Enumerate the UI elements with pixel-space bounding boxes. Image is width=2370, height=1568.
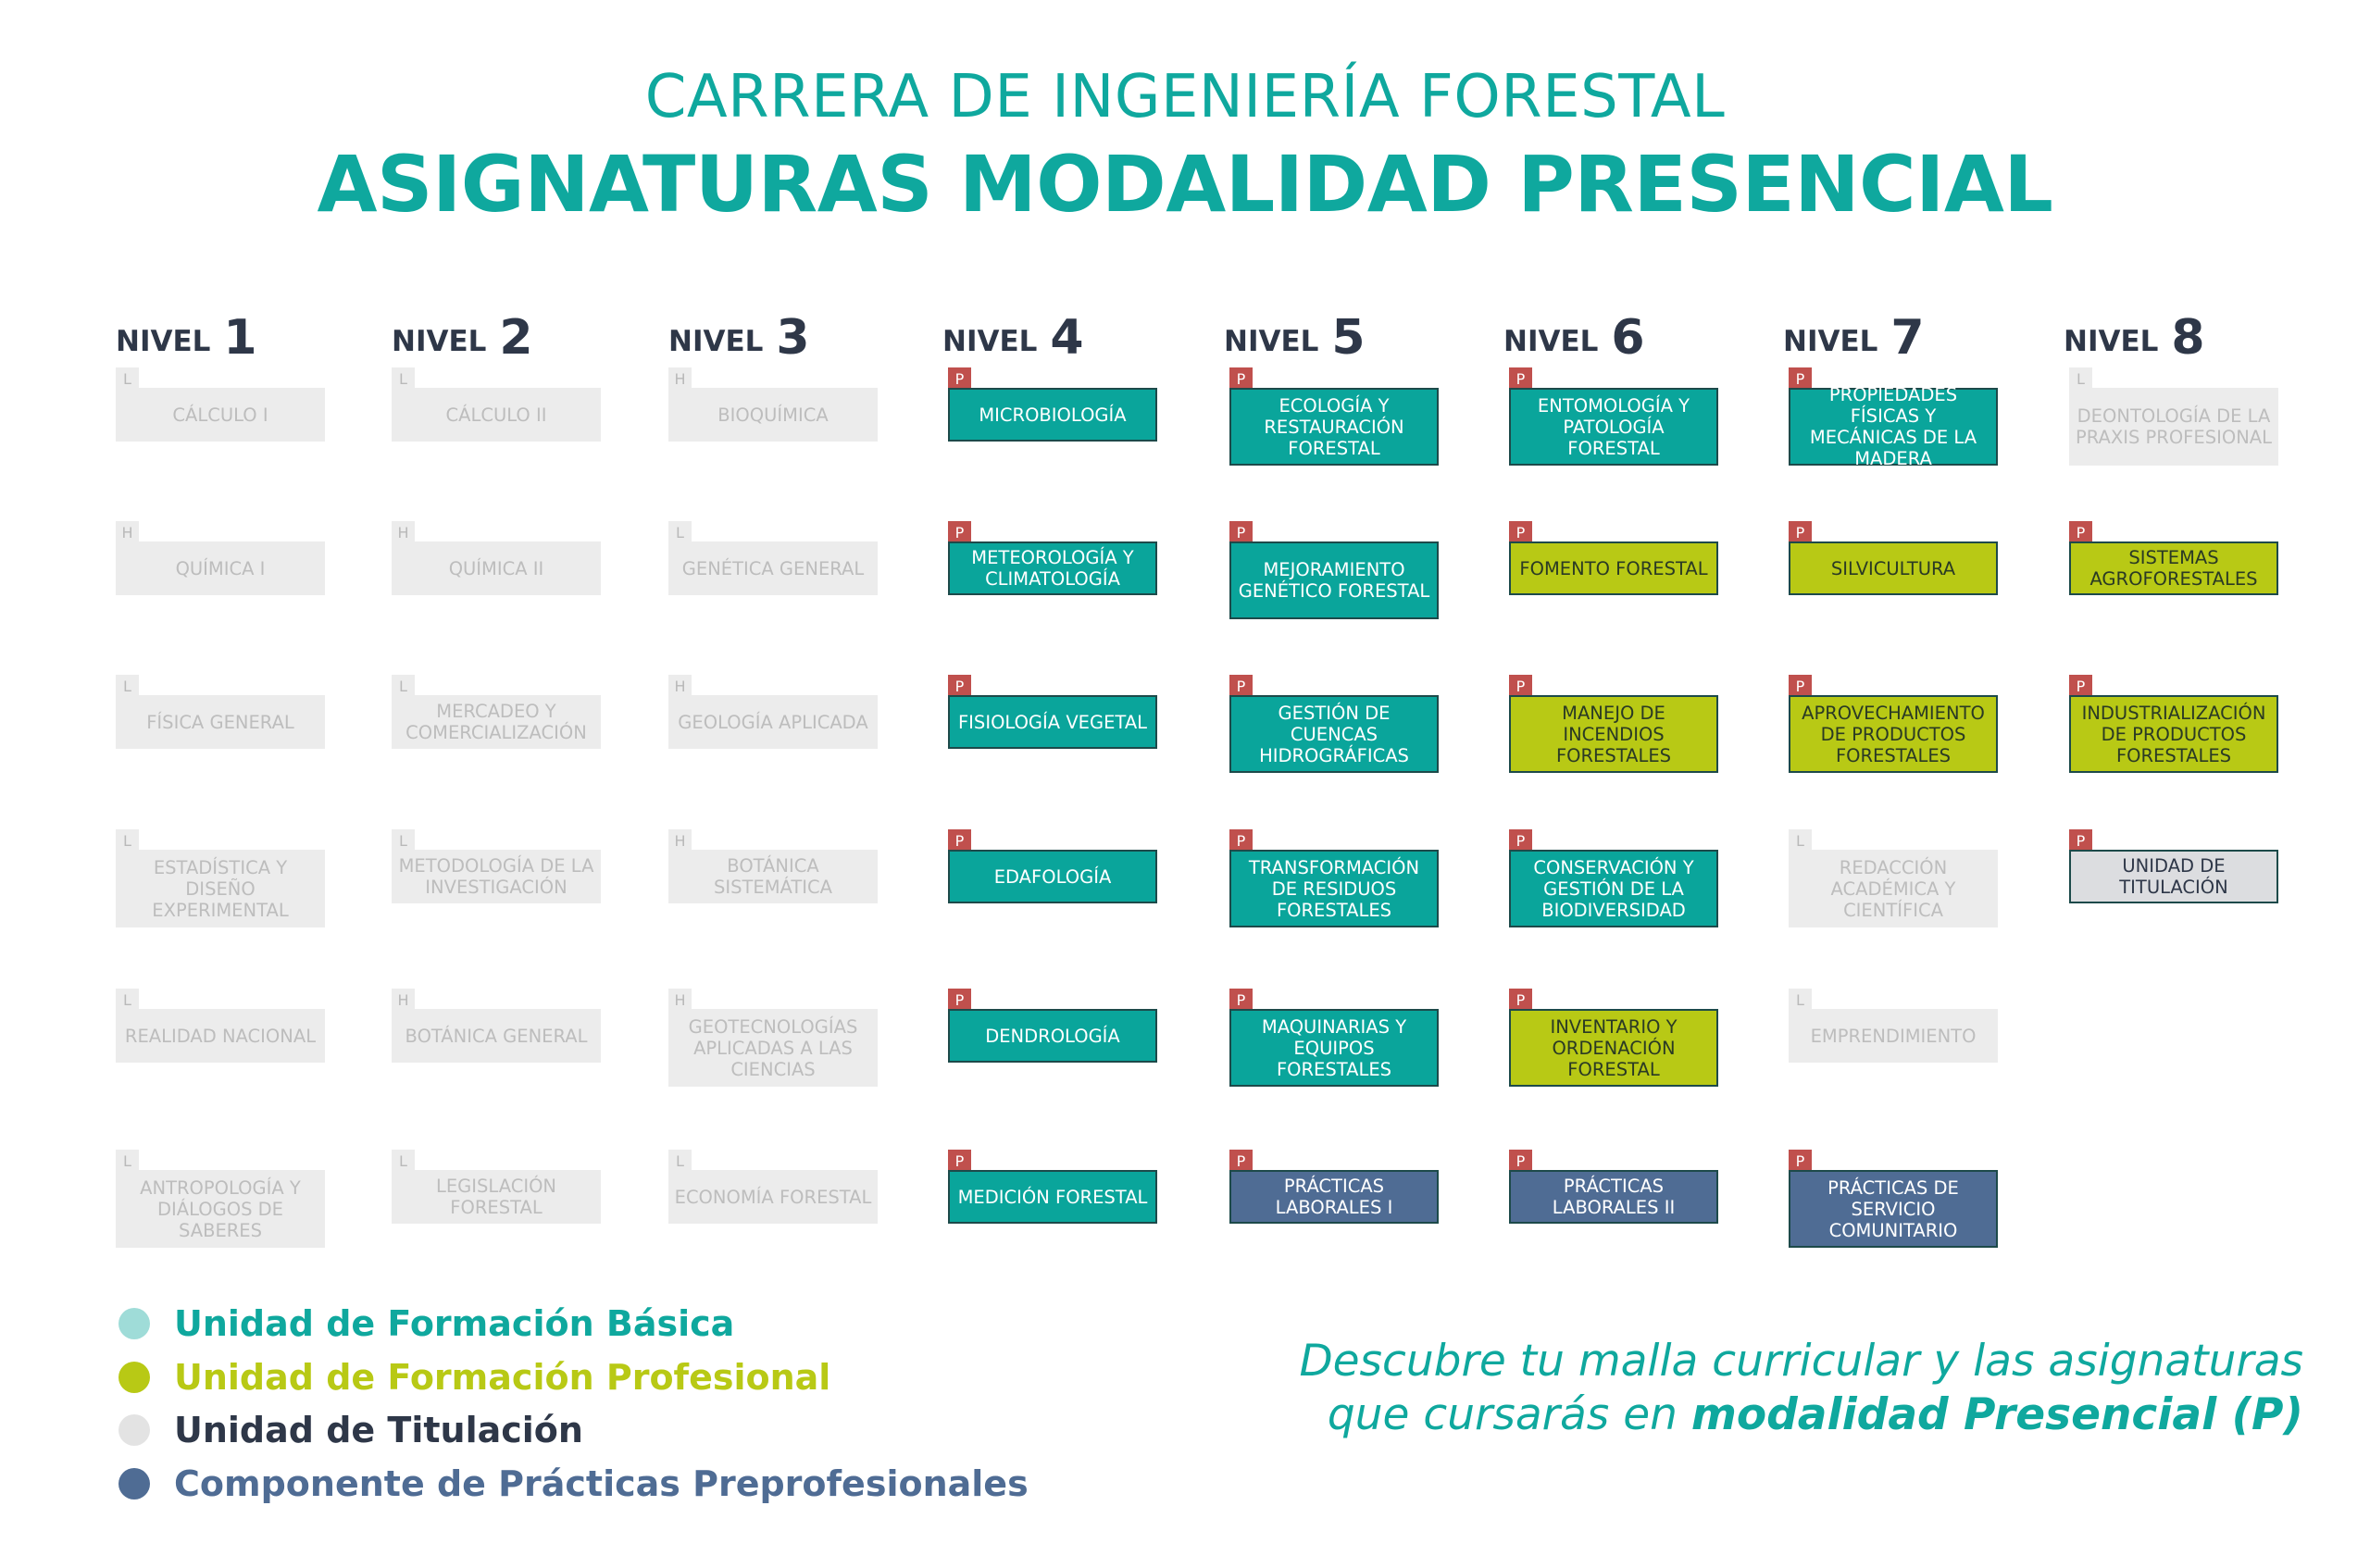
course-name: MEJORAMIENTO GENÉTICO FORESTAL bbox=[1229, 541, 1439, 619]
modality-tag: L bbox=[668, 1150, 692, 1173]
modality-tag: P bbox=[1789, 1150, 1812, 1173]
course-name: LEGISLACIÓN FORESTAL bbox=[392, 1170, 601, 1224]
course-name: BOTÁNICA SISTEMÁTICA bbox=[668, 850, 878, 903]
level-word: NIVEL bbox=[1503, 325, 1599, 358]
course-card bbox=[1509, 1150, 1718, 1224]
course-name: PROPIEDADES FÍSICAS Y MECÁNICAS DE LA MADERA bbox=[1789, 388, 1998, 466]
modality-tag: P bbox=[1509, 675, 1532, 698]
page-title: ASIGNATURAS MODALIDAD PRESENCIAL bbox=[317, 139, 2053, 230]
modality-tag: H bbox=[116, 521, 139, 544]
course-name: QUÍMICA II bbox=[392, 541, 601, 595]
promo-line-2-prefix: que cursarás en bbox=[1327, 1389, 1691, 1440]
course-card bbox=[392, 367, 601, 442]
level-number: 7 bbox=[1890, 310, 1925, 366]
level-header-6 bbox=[1503, 310, 1645, 366]
course-name: FISIOLOGÍA VEGETAL bbox=[948, 695, 1157, 749]
legend-label-practice: Componente de Prácticas Preprofesionales bbox=[174, 1463, 1029, 1504]
course-card bbox=[116, 521, 325, 595]
course-card bbox=[1509, 367, 1718, 466]
course-card bbox=[1789, 989, 1998, 1063]
course-name: GEOTECNOLOGÍAS APLICADAS A LAS CIENCIAS bbox=[668, 1009, 878, 1087]
modality-tag: H bbox=[392, 989, 415, 1012]
course-card bbox=[116, 829, 325, 927]
modality-tag: L bbox=[392, 367, 415, 391]
modality-tag: H bbox=[668, 367, 692, 391]
course-name: MAQUINARIAS Y EQUIPOS FORESTALES bbox=[1229, 1009, 1439, 1087]
course-name: ENTOMOLOGÍA Y PATOLOGÍA FORESTAL bbox=[1509, 388, 1718, 466]
modality-tag: P bbox=[948, 829, 971, 852]
course-name: CÁLCULO II bbox=[392, 388, 601, 442]
course-card bbox=[948, 675, 1157, 749]
course-card bbox=[116, 989, 325, 1063]
course-name: GEOLOGÍA APLICADA bbox=[668, 695, 878, 749]
legend-dot-titulation bbox=[118, 1414, 150, 1446]
course-card bbox=[1509, 989, 1718, 1087]
course-card bbox=[116, 675, 325, 749]
course-card bbox=[668, 1150, 878, 1224]
course-name: EMPRENDIMIENTO bbox=[1789, 1009, 1998, 1063]
modality-tag: L bbox=[116, 367, 139, 391]
modality-tag: P bbox=[1789, 367, 1812, 391]
course-card bbox=[1789, 521, 1998, 595]
course-name: PRÁCTICAS LABORALES I bbox=[1229, 1170, 1439, 1224]
modality-tag: P bbox=[948, 675, 971, 698]
modality-tag: P bbox=[948, 989, 971, 1012]
course-name: CÁLCULO I bbox=[116, 388, 325, 442]
level-number: 1 bbox=[223, 310, 257, 366]
course-card bbox=[2069, 521, 2278, 595]
modality-tag: P bbox=[1789, 675, 1812, 698]
legend-label-titulation: Unidad de Titulación bbox=[174, 1410, 583, 1450]
course-card bbox=[116, 367, 325, 442]
modality-tag: P bbox=[948, 521, 971, 544]
modality-tag: P bbox=[1229, 989, 1253, 1012]
level-number: 2 bbox=[499, 310, 533, 366]
course-card bbox=[948, 1150, 1157, 1224]
course-name: MERCADEO Y COMERCIALIZACIÓN bbox=[392, 695, 601, 749]
level-number: 5 bbox=[1331, 310, 1366, 366]
course-card bbox=[1229, 521, 1439, 619]
course-card bbox=[1509, 675, 1718, 773]
course-card bbox=[1509, 521, 1718, 595]
level-header-5 bbox=[1224, 310, 1366, 366]
course-name: ESTADÍSTICA Y DISEÑO EXPERIMENTAL bbox=[116, 850, 325, 927]
course-card bbox=[668, 989, 878, 1087]
course-card bbox=[2069, 367, 2278, 466]
modality-tag: P bbox=[1229, 1150, 1253, 1173]
modality-tag: L bbox=[392, 675, 415, 698]
level-word: NIVEL bbox=[1783, 325, 1878, 358]
modality-tag: L bbox=[668, 521, 692, 544]
level-header-8 bbox=[2064, 310, 2205, 366]
level-header-4 bbox=[942, 310, 1084, 366]
modality-tag: L bbox=[2069, 367, 2092, 391]
level-header-3 bbox=[668, 310, 810, 366]
course-name: BOTÁNICA GENERAL bbox=[392, 1009, 601, 1063]
course-card bbox=[1229, 367, 1439, 466]
course-card bbox=[1229, 675, 1439, 773]
modality-tag: P bbox=[1509, 521, 1532, 544]
modality-tag: H bbox=[668, 989, 692, 1012]
course-name: SISTEMAS AGROFORESTALES bbox=[2069, 541, 2278, 595]
course-card bbox=[1229, 1150, 1439, 1224]
level-word: NIVEL bbox=[942, 325, 1038, 358]
course-name: MEDICIÓN FORESTAL bbox=[948, 1170, 1157, 1224]
level-number: 3 bbox=[776, 310, 810, 366]
course-card bbox=[948, 829, 1157, 903]
course-card bbox=[116, 1150, 325, 1248]
level-word: NIVEL bbox=[116, 325, 211, 358]
course-card bbox=[668, 829, 878, 903]
course-name: ECOLOGÍA Y RESTAURACIÓN FORESTAL bbox=[1229, 388, 1439, 466]
course-name: BIOQUÍMICA bbox=[668, 388, 878, 442]
legend-label-professional: Unidad de Formación Profesional bbox=[174, 1357, 831, 1398]
course-name: APROVECHAMIENTO DE PRODUCTOS FORESTALES bbox=[1789, 695, 1998, 773]
modality-tag: P bbox=[1229, 829, 1253, 852]
course-name: UNIDAD DE TITULACIÓN bbox=[2069, 850, 2278, 903]
modality-tag: H bbox=[392, 521, 415, 544]
course-name: GESTIÓN DE CUENCAS HIDROGRÁFICAS bbox=[1229, 695, 1439, 773]
modality-tag: P bbox=[2069, 829, 2092, 852]
course-name: PRÁCTICAS LABORALES II bbox=[1509, 1170, 1718, 1224]
modality-tag: L bbox=[116, 829, 139, 852]
course-name: METODOLOGÍA DE LA INVESTIGACIÓN bbox=[392, 850, 601, 903]
modality-tag: L bbox=[392, 829, 415, 852]
course-name: INVENTARIO Y ORDENACIÓN FORESTAL bbox=[1509, 1009, 1718, 1087]
course-card bbox=[668, 367, 878, 442]
course-name: MICROBIOLOGÍA bbox=[948, 388, 1157, 442]
course-name: DEONTOLOGÍA DE LA PRAXIS PROFESIONAL bbox=[2069, 388, 2278, 466]
modality-tag: L bbox=[116, 675, 139, 698]
course-card bbox=[1509, 829, 1718, 927]
course-name: ECONOMÍA FORESTAL bbox=[668, 1170, 878, 1224]
promo-line-2 bbox=[1100, 1388, 2303, 1442]
modality-tag: P bbox=[1509, 1150, 1532, 1173]
level-number: 4 bbox=[1050, 310, 1084, 366]
course-card bbox=[1229, 829, 1439, 927]
level-header-1 bbox=[116, 310, 257, 366]
modality-tag: L bbox=[392, 1150, 415, 1173]
course-name: ANTROPOLOGÍA Y DIÁLOGOS DE SABERES bbox=[116, 1170, 325, 1248]
course-card bbox=[948, 989, 1157, 1063]
course-card bbox=[948, 521, 1157, 595]
course-name: SILVICULTURA bbox=[1789, 541, 1998, 595]
course-name: PRÁCTICAS DE SERVICIO COMUNITARIO bbox=[1789, 1170, 1998, 1248]
level-number: 6 bbox=[1611, 310, 1645, 366]
career-subtitle: CARRERA DE INGENIERÍA FORESTAL bbox=[644, 63, 1726, 131]
modality-tag: P bbox=[1229, 367, 1253, 391]
level-word: NIVEL bbox=[392, 325, 487, 358]
level-header-2 bbox=[392, 310, 533, 366]
modality-tag: P bbox=[1509, 367, 1532, 391]
course-card bbox=[668, 675, 878, 749]
course-name: TRANSFORMACIÓN DE RESIDUOS FORESTALES bbox=[1229, 850, 1439, 927]
modality-tag: P bbox=[948, 1150, 971, 1173]
modality-tag: L bbox=[116, 1150, 139, 1173]
course-card bbox=[2069, 675, 2278, 773]
modality-tag: H bbox=[668, 829, 692, 852]
level-word: NIVEL bbox=[668, 325, 764, 358]
legend-dot-basic bbox=[118, 1308, 150, 1339]
level-number: 8 bbox=[2171, 310, 2205, 366]
modality-tag: P bbox=[1509, 989, 1532, 1012]
modality-tag: P bbox=[1229, 675, 1253, 698]
course-card bbox=[392, 989, 601, 1063]
course-card bbox=[668, 521, 878, 595]
promo-text bbox=[1100, 1335, 2303, 1442]
course-name: EDAFOLOGÍA bbox=[948, 850, 1157, 903]
course-card bbox=[1789, 1150, 1998, 1248]
course-card bbox=[1789, 829, 1998, 927]
modality-tag: P bbox=[1229, 521, 1253, 544]
level-header-7 bbox=[1783, 310, 1925, 366]
modality-tag: P bbox=[948, 367, 971, 391]
promo-line-1: Descubre tu malla curricular y las asignaturas bbox=[1299, 1336, 2303, 1387]
course-name: GENÉTICA GENERAL bbox=[668, 541, 878, 595]
course-card bbox=[1789, 675, 1998, 773]
course-card bbox=[392, 521, 601, 595]
modality-tag: P bbox=[2069, 675, 2092, 698]
level-word: NIVEL bbox=[1224, 325, 1319, 358]
modality-tag: L bbox=[1789, 829, 1812, 852]
course-card bbox=[948, 367, 1157, 442]
course-name: FOMENTO FORESTAL bbox=[1509, 541, 1718, 595]
modality-tag: P bbox=[1509, 829, 1532, 852]
course-name: INDUSTRIALIZACIÓN DE PRODUCTOS FORESTALES bbox=[2069, 695, 2278, 773]
course-name: FÍSICA GENERAL bbox=[116, 695, 325, 749]
level-word: NIVEL bbox=[2064, 325, 2159, 358]
course-card bbox=[392, 1150, 601, 1224]
course-card bbox=[1789, 367, 1998, 469]
modality-tag: L bbox=[1789, 989, 1812, 1012]
modality-tag: P bbox=[1789, 521, 1812, 544]
course-card bbox=[392, 675, 601, 749]
course-name: REDACCIÓN ACADÉMICA Y CIENTÍFICA bbox=[1789, 850, 1998, 927]
course-card bbox=[1229, 989, 1439, 1087]
promo-modality: modalidad Presencial (P) bbox=[1690, 1389, 2303, 1440]
course-name: DENDROLOGÍA bbox=[948, 1009, 1157, 1063]
modality-tag: H bbox=[668, 675, 692, 698]
modality-tag: P bbox=[2069, 521, 2092, 544]
legend-label-basic: Unidad de Formación Básica bbox=[174, 1303, 735, 1344]
course-name: METEOROLOGÍA Y CLIMATOLOGÍA bbox=[948, 541, 1157, 595]
course-name: MANEJO DE INCENDIOS FORESTALES bbox=[1509, 695, 1718, 773]
course-card bbox=[2069, 829, 2278, 903]
course-name: CONSERVACIÓN Y GESTIÓN DE LA BIODIVERSIDAD bbox=[1509, 850, 1718, 927]
modality-tag: L bbox=[116, 989, 139, 1012]
legend-dot-professional bbox=[118, 1362, 150, 1393]
course-card bbox=[392, 829, 601, 903]
legend-dot-practice bbox=[118, 1468, 150, 1500]
course-name: QUÍMICA I bbox=[116, 541, 325, 595]
course-name: REALIDAD NACIONAL bbox=[116, 1009, 325, 1063]
